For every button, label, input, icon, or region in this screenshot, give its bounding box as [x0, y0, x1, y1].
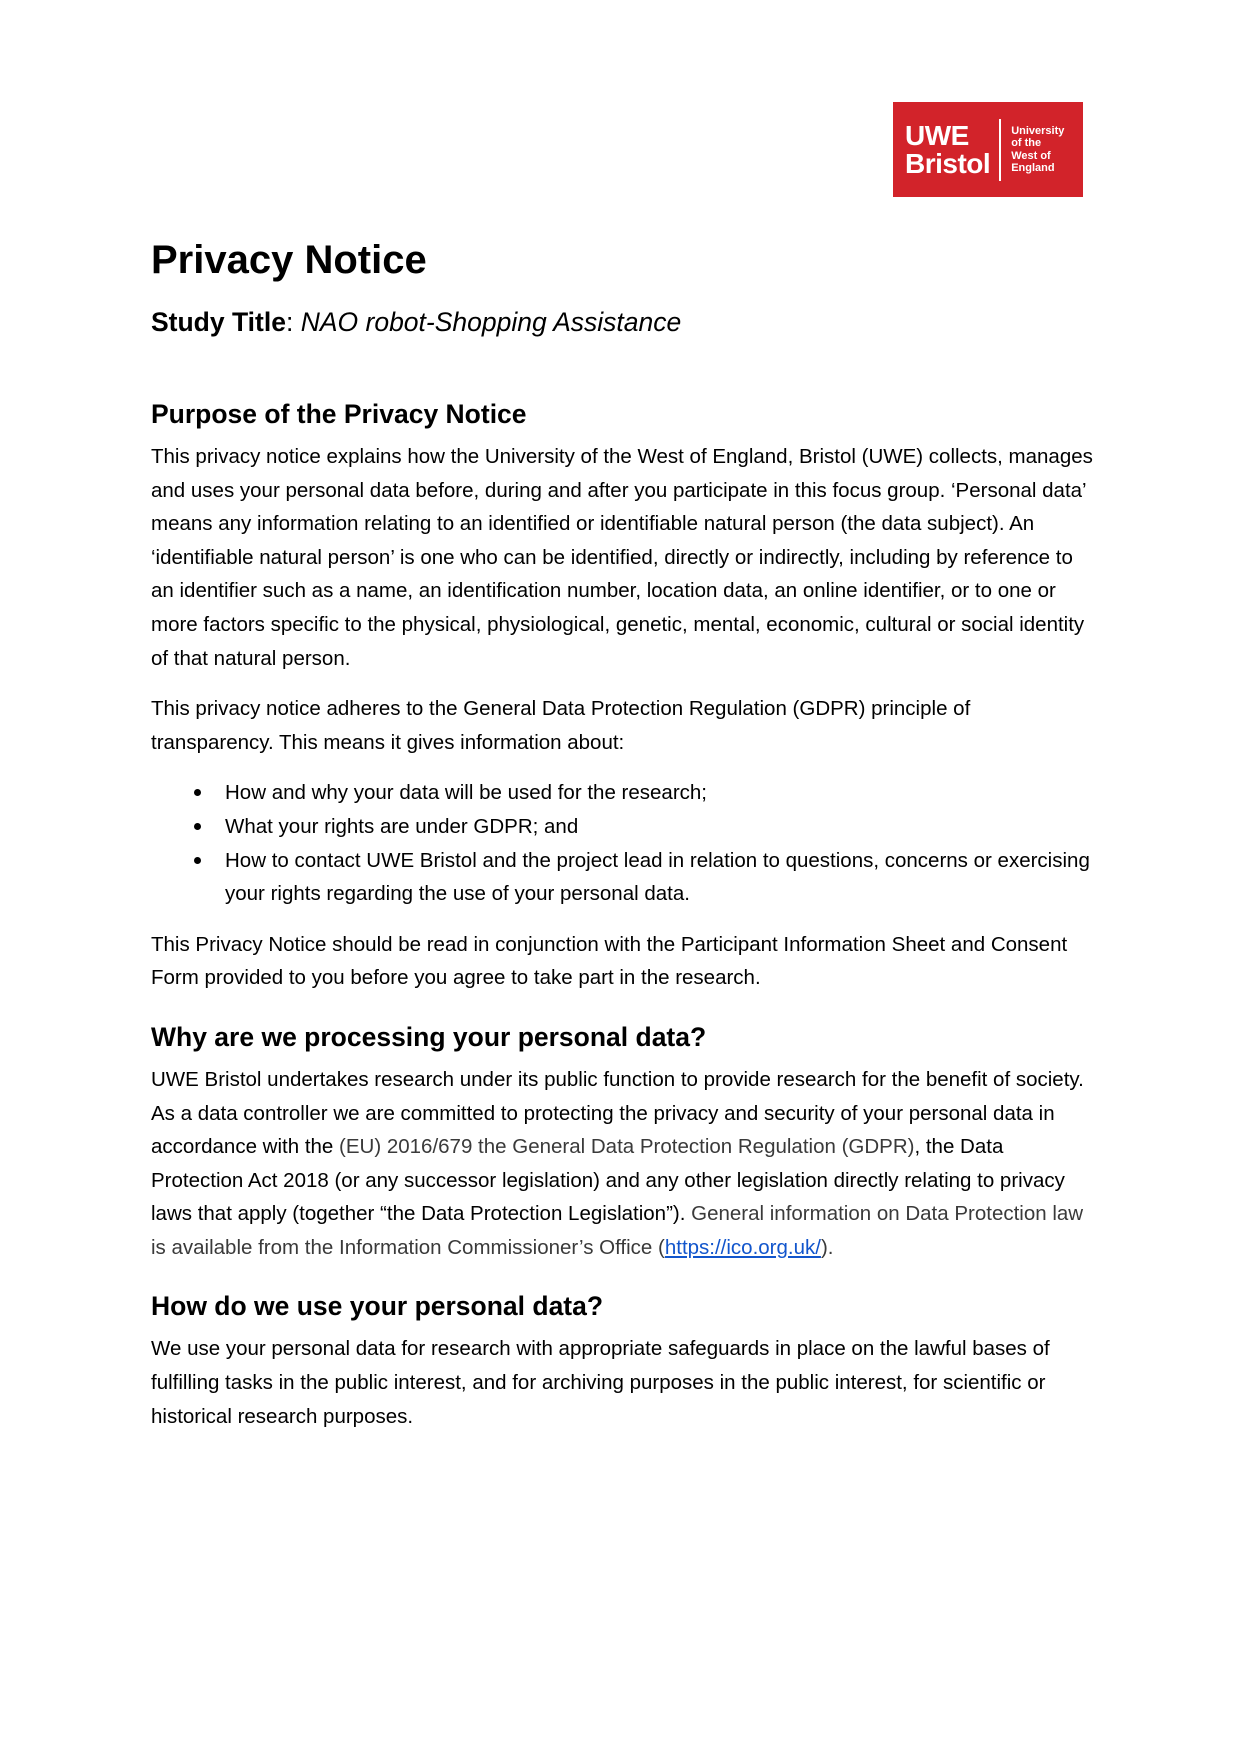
why-text-d: General information on Data Protection law is available from the Information Commissioner’s Office (	[151, 1202, 1084, 1259]
section-heading-purpose: Purpose of the Privacy Notice	[151, 399, 527, 429]
list-item: What your rights are under GDPR; and	[151, 810, 1096, 844]
section-heading-why: Why are we processing your personal data?	[151, 1021, 707, 1052]
list-item: How to contact UWE Bristol and the project lead in relation to questions, concerns or exercising your rights regarding the use of your personal data.	[151, 844, 1096, 911]
why-text-regulation: (EU) 2016/679 the General Data Protection Regulation (GDPR)	[339, 1135, 915, 1159]
why-text-a: UWE Bristol undertakes research under its public function to provide research for the benefit of society. As a data controller we are committed to protecting the privacy and security of your personal data in accordance with the	[151, 1067, 1084, 1159]
purpose-paragraph-1: This privacy notice explains how the University of the West of England, Bristol (UWE) collects, manages and uses your personal data before, during and after you participate in this focus group. ‘Personal data’ means any information relating to an identified or identifiable natural person (the data subject). An ‘identifiable natural person’ is one who can be identified, directly or indirectly, including by reference to an identifier such as a name, an identification number, location data, an online identifier, or to one or more factors specific to the physical, physiological, genetic, mental, economic, cultural or social identity of that natural person.	[151, 445, 1093, 670]
purpose-paragraph-2: This privacy notice adheres to the General Data Protection Regulation (GDPR) principle of transparency. This means it gives information about:	[151, 697, 971, 754]
logo-line-bristol: Bristol	[905, 147, 991, 179]
uwe-bristol-logo	[893, 102, 1083, 197]
study-title-value: NAO robot-Shopping Assistance	[300, 307, 682, 337]
why-text-c: , the Data Protection Act 2018 (or any successor legislation) and any other legislation directly relating to privacy laws that apply (together “the Data Protection Legislation”).	[151, 1135, 1065, 1226]
logo-divider	[999, 119, 1001, 181]
purpose-bullet-list	[151, 776, 1096, 910]
study-title	[151, 302, 1096, 342]
why-text-e: ).	[820, 1235, 834, 1259]
logo-sub-line: West of	[1011, 149, 1051, 162]
section-heading-how: How do we use your personal data?	[151, 1291, 604, 1322]
purpose-paragraph-3: This Privacy Notice should be read in conjunction with the Participant Information Sheet and Consent Form provided to you before you agree to take part in the research.	[151, 932, 1068, 990]
list-item: How and why your data will be used for the research;	[151, 776, 1096, 810]
why-paragraph	[151, 1063, 1096, 1265]
logo-subtitle	[1011, 125, 1064, 175]
study-title-separator: :	[285, 307, 301, 337]
how-paragraph-1: We use your personal data for research with appropriate safeguards in place on the lawful bases of fulfilling tasks in the public interest, and for archiving purposes in the public interest, for scientific or historical research purposes.	[151, 1337, 1050, 1428]
page-title: Privacy Notice	[151, 238, 427, 282]
logo-sub-line: of the	[1011, 137, 1042, 149]
logo-wordmark	[905, 119, 991, 179]
logo-line-uwe: UWE	[905, 119, 969, 151]
study-title-label: Study Title	[151, 307, 286, 337]
logo-sub-line: England	[1011, 162, 1055, 174]
ico-link[interactable]: https://ico.org.uk/	[664, 1235, 821, 1259]
document-body	[151, 230, 1096, 1433]
logo-sub-line: University	[1011, 124, 1065, 137]
